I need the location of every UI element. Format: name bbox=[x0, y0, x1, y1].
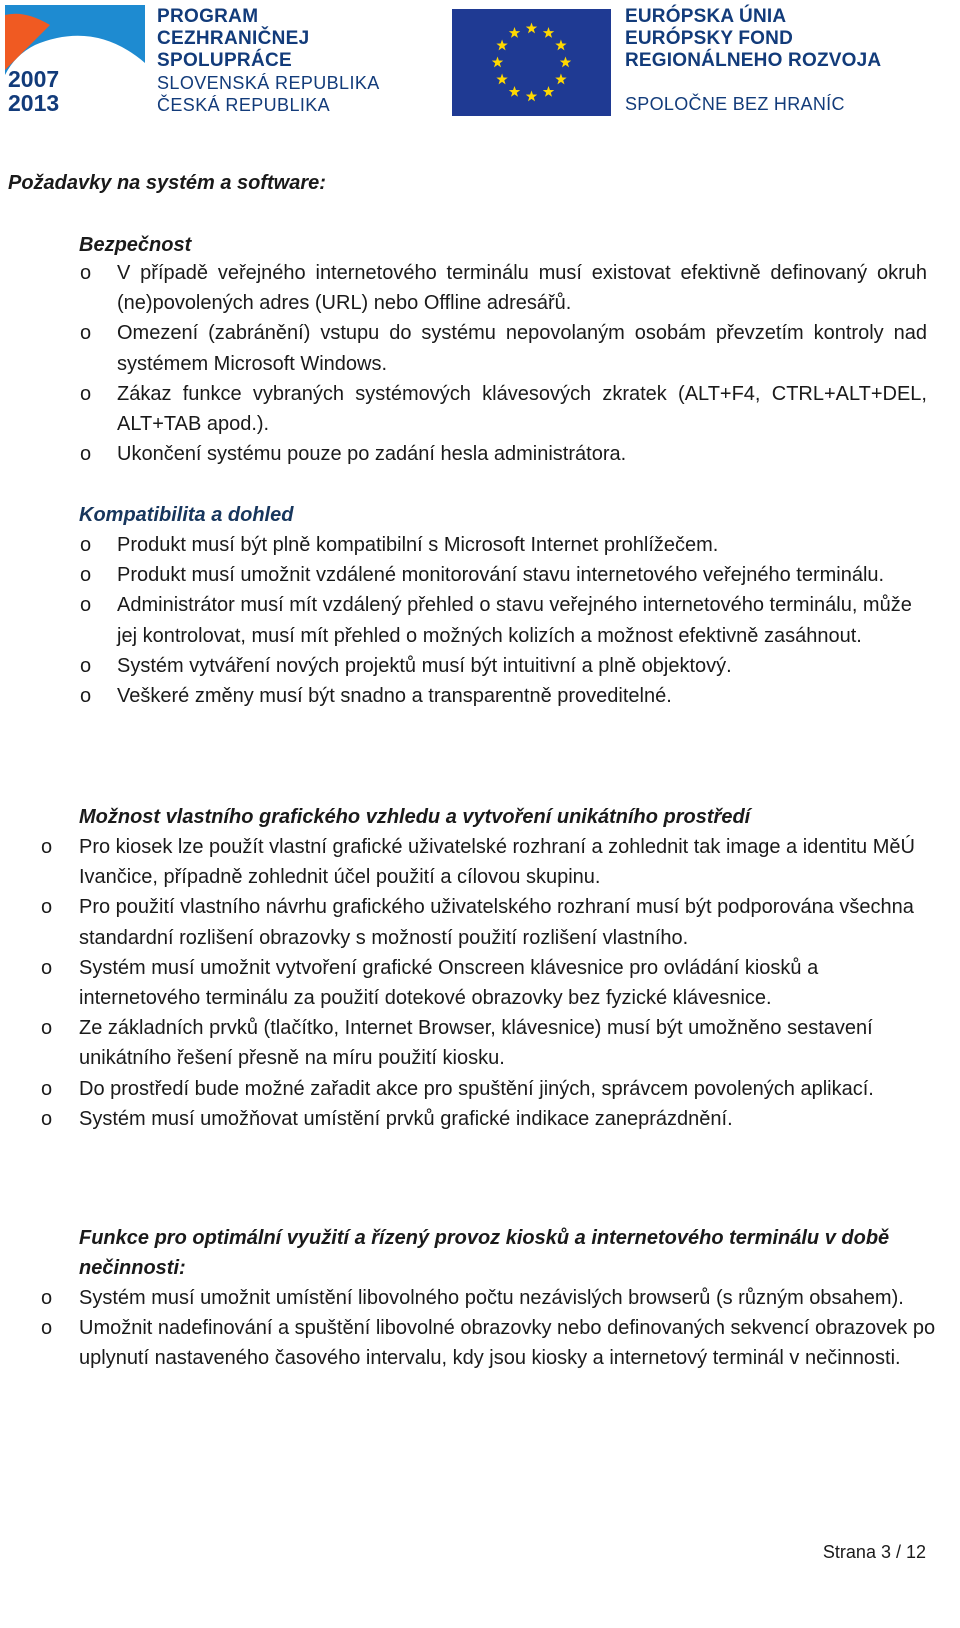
list-item bbox=[80, 258, 927, 318]
program-title-line-2: CEZHRANIČNEJ bbox=[157, 28, 310, 49]
section-title-custom-design: Možnost vlastního grafického vzhledu a vytvoření unikátního prostředí bbox=[79, 806, 751, 828]
list-item-text: Zákaz funkce vybraných systémových klávesových zkratek (ALT+F4, CTRL+ALT+DEL, ALT+TAB apod.). bbox=[117, 382, 927, 436]
program-logo bbox=[5, 5, 145, 115]
list-item bbox=[41, 832, 939, 892]
bullet-mark: o bbox=[41, 1017, 53, 1040]
eu-flag-icon bbox=[452, 9, 611, 116]
program-title bbox=[157, 6, 447, 116]
page-title: Požadavky na systém a software: bbox=[8, 172, 326, 194]
list-item bbox=[80, 318, 927, 378]
list-security bbox=[80, 258, 927, 469]
program-title-line-1: PROGRAM bbox=[157, 6, 259, 27]
bullet-mark: o bbox=[41, 836, 53, 858]
list-item bbox=[41, 892, 939, 952]
list-item bbox=[80, 379, 927, 439]
list-item-text: Produkt musí umožnit vzdálené monitorování stavu internetového veřejného terminálu. bbox=[117, 564, 885, 587]
bullet-mark: o bbox=[80, 564, 92, 587]
list-item-text: Umožnit nadefinování a spuštění libovolné obrazovky nebo definovaných sekvencí obrazovek po uplynutí nastaveného časového intervalu, kdy jsou kiosky a internetový terminál v nečinnosti. bbox=[79, 1317, 936, 1370]
list-item bbox=[80, 590, 927, 650]
list-item-text: Ze základních prvků (tlačítko, Internet Browser, klávesnice) musí být umožněno sestavení unikátního řešení přesně na míru použití kiosku. bbox=[79, 1017, 873, 1070]
bullet-mark: o bbox=[41, 1317, 53, 1340]
program-year-start: 2007 bbox=[8, 66, 60, 92]
page-number: Strana 3 / 12 bbox=[822, 1542, 926, 1562]
list-item-text: Omezení (zabránění) vstupu do systému nepovolaným osobám převzetím kontroly nad systémem Microsoft Windows. bbox=[117, 322, 927, 375]
list-item-text: Produkt musí být plně kompatibilní s Microsoft Internet prohlížečem. bbox=[117, 534, 719, 556]
list-item bbox=[80, 530, 927, 560]
list-custom-design bbox=[41, 832, 939, 1134]
list-item bbox=[80, 681, 927, 711]
list-item-text: Pro použití vlastního návrhu grafického uživatelského rozhraní musí být podporována všechna standardní rozlišení obrazovky s možností použití rozlišení vlastního. bbox=[79, 896, 914, 949]
program-country-2: ČESKÁ REPUBLIKA bbox=[157, 95, 331, 115]
list-item bbox=[80, 439, 927, 469]
program-country-1: SLOVENSKÁ REPUBLIKA bbox=[157, 73, 380, 93]
bullet-mark: o bbox=[41, 896, 53, 919]
list-item-text: Pro kiosek lze použít vlastní grafické uživatelské rozhraní a zohlednit tak image a identitu MěÚ Ivančice, případně zohlednit účel použití a cílovou skupinu. bbox=[79, 836, 915, 889]
bullet-mark: o bbox=[80, 594, 92, 617]
bullet-mark: o bbox=[41, 1077, 53, 1100]
bullet-mark: o bbox=[80, 443, 92, 466]
bullet-mark: o bbox=[41, 1287, 53, 1309]
list-item bbox=[41, 953, 939, 1013]
list-item bbox=[80, 651, 927, 681]
eu-title-line-1: EURÓPSKA ÚNIA bbox=[625, 6, 787, 27]
list-item-text: Ukončení systému pouze po zadání hesla administrátora. bbox=[117, 443, 627, 466]
list-item bbox=[41, 1283, 939, 1313]
page-header bbox=[0, 0, 960, 125]
bullet-mark: o bbox=[80, 322, 92, 345]
list-item bbox=[80, 560, 927, 590]
section-title-compatibility: Kompatibilita a dohled bbox=[79, 504, 294, 526]
list-item bbox=[41, 1074, 939, 1104]
list-item-text: Systém musí umožnit umístění libovolného počtu nezávislých browserů (s různým obsahem). bbox=[79, 1287, 904, 1309]
bullet-mark: o bbox=[41, 1107, 53, 1130]
list-idle-functions bbox=[41, 1283, 939, 1374]
program-year-end: 2013 bbox=[8, 90, 60, 115]
list-item-text: Systém musí umožnit vytvoření grafické Onscreen klávesnice pro ovládání kiosků a internetového terminálu za použití dotekové obrazovky bez fyzické klávesnice. bbox=[79, 956, 819, 1010]
bullet-mark: o bbox=[80, 262, 92, 284]
section-title-idle-functions: Funkce pro optimální využití a řízený provoz kiosků a internetového terminálu v době nečinnosti: bbox=[79, 1227, 890, 1279]
bullet-mark: o bbox=[41, 956, 53, 979]
bullet-mark: o bbox=[80, 685, 92, 708]
list-item bbox=[41, 1104, 939, 1134]
list-item-text: Systém musí umožňovat umístění prvků grafické indikace zaneprázdnění. bbox=[79, 1107, 733, 1130]
list-item-text: Administrátor musí mít vzdálený přehled o stavu veřejného internetového terminálu, může jej kontrolovat, musí mít přehled o možných kolizích a možnost efektivně zasáhnout. bbox=[117, 594, 912, 647]
eu-title-line-3: REGIONÁLNEHO ROZVOJA bbox=[625, 50, 882, 71]
section-title-security: Bezpečnost bbox=[79, 234, 192, 256]
eu-slogan: SPOLOČNE BEZ HRANÍC bbox=[625, 94, 845, 114]
bullet-mark: o bbox=[80, 654, 92, 677]
eu-title-line-2: EURÓPSKY FOND bbox=[625, 28, 793, 49]
list-item-text: V případě veřejného internetového terminálu musí existovat efektivně definovaný okruh (ne)povolených adres (URL) nebo Offline adresářů. bbox=[117, 262, 927, 315]
list-item bbox=[41, 1013, 939, 1073]
eu-title bbox=[625, 6, 955, 115]
bullet-mark: o bbox=[80, 382, 92, 405]
list-item-text: Systém vytváření nových projektů musí být intuitivní a plně objektový. bbox=[117, 654, 732, 677]
program-title-line-3: SPOLUPRÁCE bbox=[157, 50, 292, 71]
list-item-text: Do prostředí bude možné zařadit akce pro spuštění jiných, správcem povolených aplikací. bbox=[79, 1077, 874, 1100]
list-item bbox=[41, 1313, 939, 1373]
list-compatibility bbox=[80, 530, 927, 711]
bullet-mark: o bbox=[80, 534, 92, 556]
list-item-text: Veškeré změny musí být snadno a transparentně proveditelné. bbox=[117, 685, 672, 708]
